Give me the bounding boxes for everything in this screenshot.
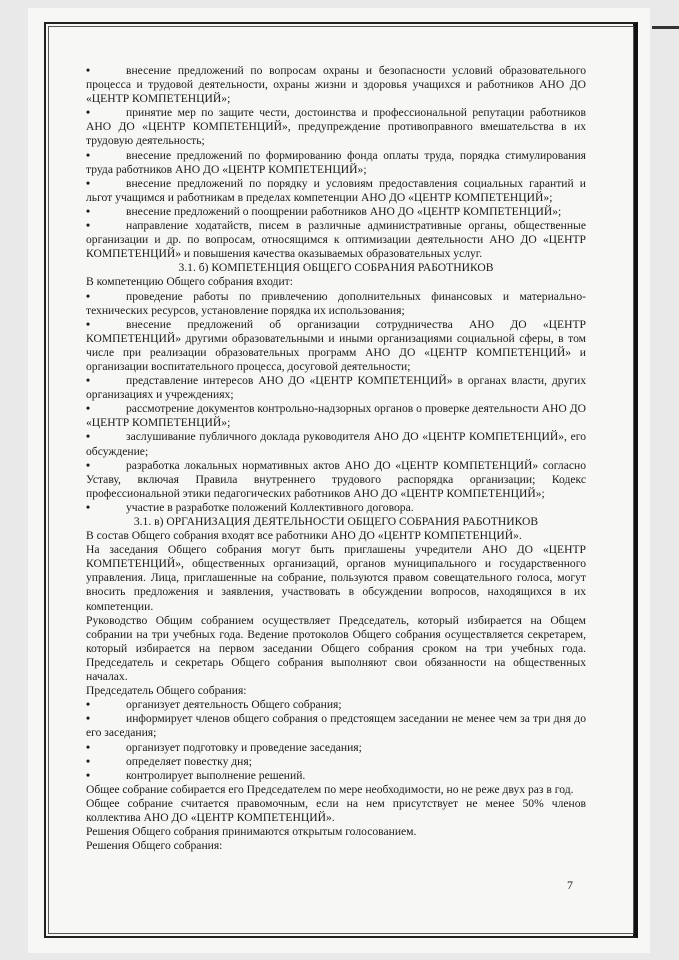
- block-text: Руководство Общим собранием осуществляет Председатель, который избирается на Общем собрании на три учебных года. Ведение протоколов Общего собрания осуществляется секретарем, который избирается на первом заседании Общего собрания сроком на три учебных года. Председатель и секретарь Общего собрания выполняют свои обязанности на общественных началах.: [86, 613, 586, 684]
- bullet-icon: •: [86, 712, 91, 726]
- block-text: В компетенцию Общего собрания входит:: [86, 275, 293, 289]
- bullet-icon: •: [86, 458, 91, 472]
- block-text: определяет повестку дня;: [126, 754, 252, 768]
- bullet-item: [86, 205, 586, 219]
- bullet-item: [86, 430, 586, 458]
- paragraph: [86, 543, 586, 613]
- bullet-item: [86, 769, 586, 783]
- bullet-item: [86, 177, 586, 205]
- bullet-icon: •: [86, 64, 91, 77]
- bullet-icon: •: [86, 740, 91, 754]
- paragraph: [86, 825, 586, 839]
- block-text: принятие мер по защите чести, достоинства и профессиональной репутации работников АНО ДО «ЦЕНТР КОМПЕТЕНЦИЙ», предупреждение противоправного вмешательства в их трудовую деятельность;: [86, 106, 586, 148]
- page-number: 7: [567, 878, 573, 892]
- bullet-icon: •: [86, 317, 91, 331]
- bullet-icon: •: [86, 402, 91, 416]
- block-text: Председатель Общего собрания:: [86, 684, 247, 698]
- bullet-item: [86, 219, 586, 261]
- bullet-icon: •: [86, 500, 91, 514]
- paragraph: [86, 684, 586, 698]
- paragraph: [86, 529, 586, 543]
- block-text: направление ходатайств, писем в различные административные органы, общественные организации и др. по вопросам, относящимся к оптимизации деятельности АНО ДО «ЦЕНТР КОМПЕТЕНЦИЙ» и повышения качества оказываемых образовательных услуг.: [86, 219, 586, 261]
- bullet-item: [86, 459, 586, 501]
- bullet-icon: •: [86, 106, 91, 120]
- bullet-item: [86, 402, 586, 430]
- block-text: информирует членов общего собрания о предстоящем заседании не менее чем за три дня до его заседания;: [86, 712, 586, 740]
- block-text: внесение предложений по вопросам охраны и безопасности условий образовательного процесса и трудовой деятельности, охраны жизни и здоровья учащихся и работников АНО ДО «ЦЕНТР КОМПЕТЕНЦИЙ»;: [86, 64, 586, 106]
- bullet-item: [86, 149, 586, 177]
- block-text: проведение работы по привлечению дополнительных финансовых и материально-технических ресурсов, установление порядка их использования;: [86, 289, 586, 317]
- document-body: [86, 64, 586, 853]
- block-text: Решения Общего собрания:: [86, 839, 223, 853]
- bullet-icon: •: [86, 698, 91, 712]
- bullet-icon: •: [86, 176, 91, 190]
- block-text: В состав Общего собрания входят все работники АНО ДО «ЦЕНТР КОМПЕТЕНЦИЙ».: [86, 529, 522, 543]
- bullet-item: [86, 64, 586, 106]
- block-text: участие в разработке положений Коллективного договора.: [126, 500, 414, 514]
- block-text: заслушивание публичного доклада руководителя АНО ДО «ЦЕНТР КОМПЕТЕНЦИЙ», его обсуждение;: [86, 430, 586, 458]
- paragraph: [86, 797, 586, 825]
- block-text: На заседания Общего собрания могут быть приглашены учредители АНО ДО «ЦЕНТР КОМПЕТЕНЦИЙ», общественных организаций, органов муниципального и государственного управления. Лица, приглашенные на собрание, пользуются правом совещательного голоса, могут вносить предложения и заявления, участвовать в обсуждении вопросов, находящихся в их компетенции.: [86, 543, 586, 613]
- block-text: представление интересов АНО ДО «ЦЕНТР КОМПЕТЕНЦИЙ» в органах власти, других организациях и учреждениях;: [86, 374, 586, 402]
- bullet-icon: •: [86, 430, 91, 444]
- paragraph: [86, 614, 586, 684]
- bullet-item: [86, 290, 586, 318]
- block-text: 3.1. в) ОРГАНИЗАЦИЯ ДЕЯТЕЛЬНОСТИ ОБЩЕГО СОБРАНИЯ РАБОТНИКОВ: [133, 515, 539, 528]
- block-text: внесение предложений по формированию фонда оплаты труда, порядка стимулирования труда работников АНО ДО «ЦЕНТР КОМПЕТЕНЦИЙ»;: [86, 148, 586, 176]
- bullet-item: [86, 501, 586, 515]
- block-text: внесение предложений по порядку и условиям предоставления социальных гарантий и льгот учащимся и работникам в пределах компетенции АНО ДО «ЦЕНТР КОМПЕТЕНЦИЙ»;: [86, 176, 586, 204]
- block-text: Общее собрание считается правомочным, если на нем присутствует не менее 50% членов коллектива АНО ДО «ЦЕНТР КОМПЕТЕНЦИЙ».: [86, 796, 586, 824]
- paragraph: [86, 275, 586, 289]
- block-text: рассмотрение документов контрольно-надзорных органов о проверке деятельности АНО ДО «ЦЕНТР КОМПЕТЕНЦИЙ»;: [86, 402, 586, 430]
- bullet-item: [86, 741, 586, 755]
- bullet-icon: •: [86, 289, 91, 303]
- bullet-icon: •: [86, 768, 91, 782]
- section-heading: [86, 261, 586, 275]
- scan-edge-mark: [652, 26, 679, 29]
- bullet-item: [86, 106, 586, 148]
- block-text: разработка локальных нормативных актов АНО ДО «ЦЕНТР КОМПЕТЕНЦИЙ» согласно Уставу, включая Правила внутреннего трудового распорядка организации; Кодекс профессиональной этики педагогических работников АНО ДО «ЦЕНТР КОМПЕТЕНЦИЙ»;: [86, 458, 586, 500]
- block-text: внесение предложений о поощрении работников АНО ДО «ЦЕНТР КОМПЕТЕНЦИЙ»;: [126, 204, 562, 218]
- bullet-item: [86, 374, 586, 402]
- block-text: Решения Общего собрания принимаются открытым голосованием.: [86, 825, 417, 839]
- section-heading: [86, 515, 586, 529]
- bullet-icon: •: [86, 219, 91, 233]
- bullet-item: [86, 698, 586, 712]
- bullet-icon: •: [86, 754, 91, 768]
- bullet-item: [86, 755, 586, 769]
- block-text: организует подготовку и проведение заседания;: [126, 740, 362, 754]
- paragraph: [86, 839, 586, 853]
- bullet-icon: •: [86, 148, 91, 162]
- block-text: организует деятельность Общего собрания;: [126, 698, 342, 712]
- bullet-item: [86, 712, 586, 740]
- block-text: внесение предложений об организации сотрудничества АНО ДО «ЦЕНТР КОМПЕТЕНЦИЙ» другими образовательными и иными организациями социальной сферы, в том числе при реализации образовательных программ АНО ДО «ЦЕНТР КОМПЕТЕНЦИЙ» и организации воспитательного процесса, досуговой деятельности;: [86, 317, 586, 373]
- bullet-item: [86, 318, 586, 374]
- bullet-icon: •: [86, 374, 91, 388]
- paragraph: [86, 783, 586, 797]
- block-text: контролирует выполнение решений.: [126, 768, 306, 782]
- block-text: Общее собрание собирается его Председателем по мере необходимости, но не реже двух раз в год.: [86, 782, 574, 796]
- block-text: 3.1. б) КОМПЕТЕНЦИЯ ОБЩЕГО СОБРАНИЯ РАБОТНИКОВ: [178, 261, 494, 275]
- bullet-icon: •: [86, 204, 91, 218]
